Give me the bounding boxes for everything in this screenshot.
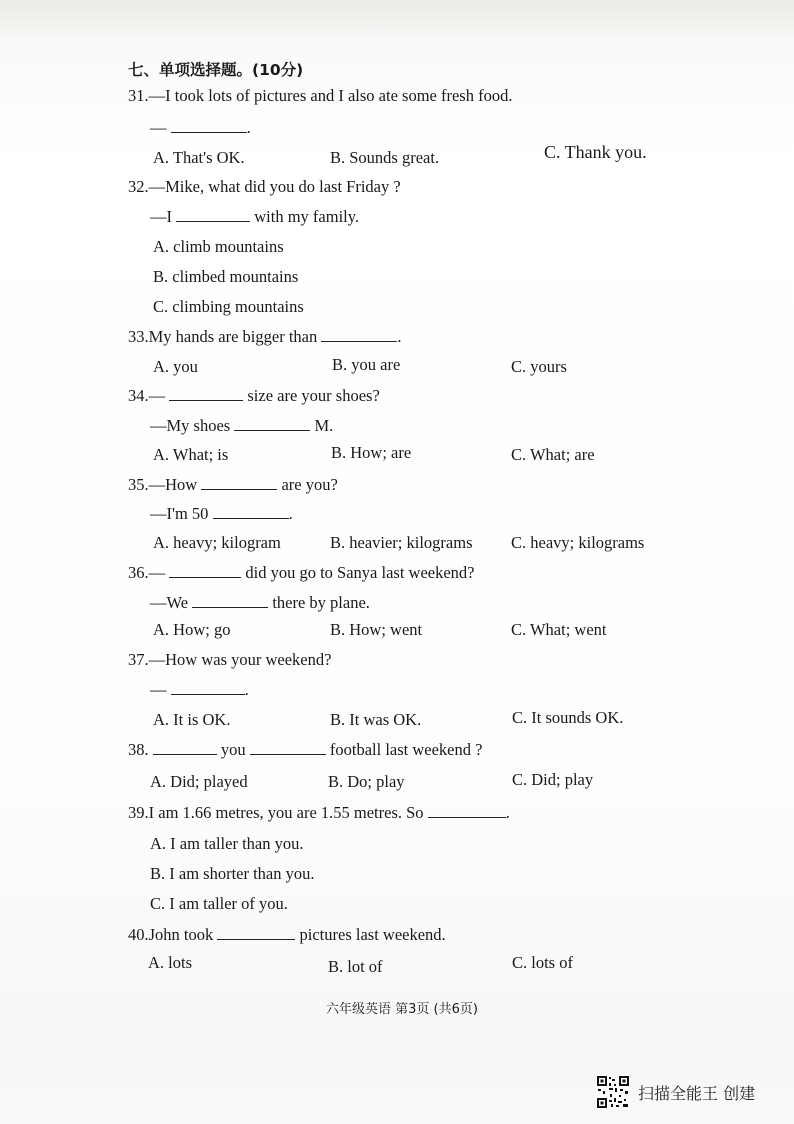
question-39-stem: 39.I am 1.66 metres, you are 1.55 metres. So . xyxy=(128,803,510,822)
option-b[interactable]: B. lot of xyxy=(328,957,383,976)
option-c[interactable]: C. What; went xyxy=(511,620,607,639)
option-a[interactable]: A. That's OK. xyxy=(153,148,245,167)
option-a[interactable]: A. How; go xyxy=(153,620,231,639)
answer-blank[interactable] xyxy=(171,680,245,695)
option-c[interactable]: C. I am taller of you. xyxy=(150,894,288,913)
option-b[interactable]: B. It was OK. xyxy=(330,710,422,729)
option-a[interactable]: A. heavy; kilogram xyxy=(153,533,281,552)
answer-blank[interactable] xyxy=(213,504,289,519)
option-a[interactable]: A. Did; played xyxy=(150,772,248,791)
section-title: 七、单项选择题。(10分) xyxy=(128,61,304,79)
question-36-response: —We there by plane. xyxy=(150,593,370,612)
question-32-response: —I with my family. xyxy=(150,207,360,226)
option-a[interactable]: A. I am taller than you. xyxy=(150,834,304,853)
option-b[interactable]: B. How; went xyxy=(330,620,423,639)
question-36-stem: 36.— did you go to Sanya last weekend? xyxy=(128,563,475,582)
question-31-stem: 31.—I took lots of pictures and I also ate some fresh food. xyxy=(128,86,513,105)
answer-blank[interactable] xyxy=(169,386,243,401)
scanner-watermark xyxy=(596,1075,755,1109)
question-number: 31. xyxy=(128,86,149,105)
question-33-stem: 33.My hands are bigger than . xyxy=(128,327,402,346)
option-c[interactable]: C. climbing mountains xyxy=(153,297,304,316)
option-c[interactable]: C. Did; play xyxy=(512,770,594,789)
option-c[interactable]: C. It sounds OK. xyxy=(512,708,624,727)
page-footer: 六年级英语 第3页 (共6页) xyxy=(326,1002,478,1017)
option-b[interactable]: B. climbed mountains xyxy=(153,267,299,286)
question-34-response: —My shoes M. xyxy=(150,416,334,435)
option-c[interactable]: C. Thank you. xyxy=(544,142,647,162)
option-a[interactable]: A. climb mountains xyxy=(153,237,284,256)
answer-blank[interactable] xyxy=(201,475,277,490)
option-a[interactable]: A. It is OK. xyxy=(153,710,231,729)
option-a[interactable]: A. lots xyxy=(148,953,193,972)
question-35-stem: 35.—How are you? xyxy=(128,475,338,494)
option-b[interactable]: B. heavier; kilograms xyxy=(330,533,473,552)
question-32-stem: 32.—Mike, what did you do last Friday ? xyxy=(128,177,401,196)
option-a[interactable]: A. you xyxy=(153,357,198,376)
option-b[interactable]: B. you are xyxy=(332,355,401,374)
option-c[interactable]: C. lots of xyxy=(512,953,573,972)
option-c[interactable]: C. yours xyxy=(511,357,567,376)
option-a[interactable]: A. What; is xyxy=(153,445,229,464)
option-c[interactable]: C. heavy; kilograms xyxy=(511,533,645,552)
option-c[interactable]: C. What; are xyxy=(511,445,595,464)
answer-blank[interactable] xyxy=(217,925,295,940)
question-37-response: — . xyxy=(150,680,249,699)
watermark-text: 扫描全能王 创建 xyxy=(638,1083,756,1103)
scan-shadow xyxy=(0,0,794,40)
question-31-response: — . xyxy=(150,118,251,137)
question-34-stem: 34.— size are your shoes? xyxy=(128,386,380,405)
answer-blank[interactable] xyxy=(250,740,326,755)
answer-blank[interactable] xyxy=(321,327,397,342)
answer-blank[interactable] xyxy=(428,803,506,818)
question-37-stem: 37.—How was your weekend? xyxy=(128,650,332,669)
answer-blank[interactable] xyxy=(234,416,310,431)
option-b[interactable]: B. Do; play xyxy=(328,772,405,791)
question-35-response: —I'm 50 . xyxy=(150,504,293,523)
option-b[interactable]: B. Sounds great. xyxy=(330,148,440,167)
answer-blank[interactable] xyxy=(169,563,241,578)
answer-blank[interactable] xyxy=(153,740,217,755)
answer-blank[interactable] xyxy=(171,118,247,133)
question-38-stem: 38. you football last weekend ? xyxy=(128,740,483,759)
option-b[interactable]: B. How; are xyxy=(331,443,412,462)
qr-code-icon xyxy=(596,1075,630,1109)
answer-blank[interactable] xyxy=(192,593,268,608)
answer-blank[interactable] xyxy=(176,207,250,222)
question-40-stem: 40.John took pictures last weekend. xyxy=(128,925,446,944)
option-b[interactable]: B. I am shorter than you. xyxy=(150,864,315,883)
